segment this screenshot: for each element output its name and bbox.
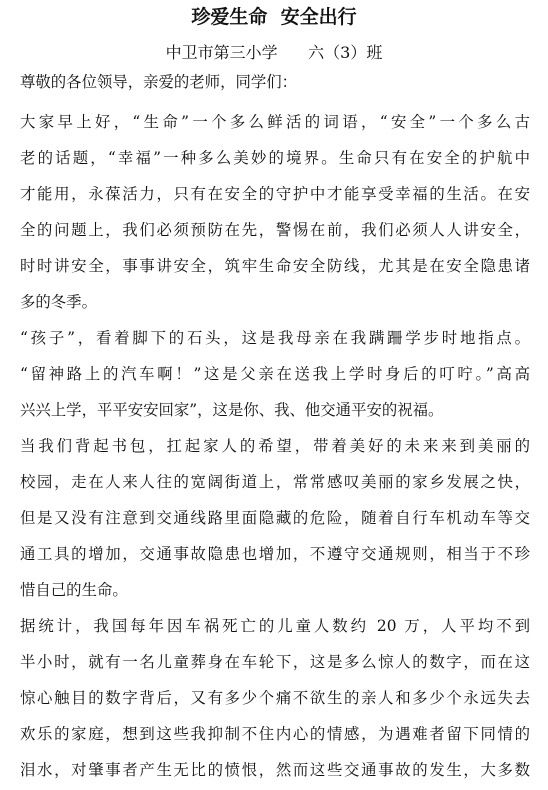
paragraph-line: 泪水，对肇事者产生无比的愤恨，然而这些交通事故的发生，大多数 bbox=[20, 761, 530, 779]
paragraph-line: 时时讲安全，事事讲安全，筑牢生命安全防线，尤其是在安全隐患诸 bbox=[20, 257, 530, 275]
paragraph-line: 欢乐的家庭，想到这些我抑制不住内心的情感，为遇难者留下同情的 bbox=[20, 725, 530, 743]
greeting-line: 尊敬的各位领导，亲爱的老师，同学们： bbox=[20, 73, 298, 91]
paragraph-line: 兴兴上学，平平安安回家”，这是你、我、他交通平安的祝福。 bbox=[20, 401, 444, 419]
paragraph-line: 全的问题上，我们必须预防在先，警惕在前，我们必须人人讲安全， bbox=[20, 221, 530, 239]
paragraph-line: 半小时，就有一名儿童葬身在车轮下，这是多么惊人的数字，而在这 bbox=[20, 653, 530, 671]
document-subtitle: 中卫市第三小学 六（3）班 bbox=[165, 43, 383, 62]
paragraph-line: 但是又没有注意到交通线路里面隐藏的危险，随着自行车机动车等交 bbox=[20, 509, 530, 527]
paragraph-line: 老的话题，“幸福”一种多么美妙的境界。生命只有在安全的护航中 bbox=[20, 149, 530, 167]
paragraph-line: 校园，走在人来人往的宽阔街道上，常常感叹美丽的家乡发展之快， bbox=[20, 473, 530, 491]
paragraph-line: 惜自己的生命。 bbox=[20, 581, 128, 599]
paragraph-line: “留神路上的汽车啊！”这是父亲在送我上学时身后的叮咛。”高高 bbox=[20, 365, 530, 383]
paragraph-line: “孩子”，看着脚下的石头，这是我母亲在我蹒跚学步时地指点。 bbox=[20, 329, 530, 347]
paragraph-line: 才能用，永葆活力，只有在安全的守护中才能享受幸福的生活。在安 bbox=[20, 185, 530, 203]
paragraph-line: 惊心触目的数字背后，又有多少个痛不欲生的亲人和多少个永远失去 bbox=[20, 689, 530, 707]
paragraph-line: 大家早上好，“生命”一个多么鲜活的词语，“安全”一个多么古 bbox=[20, 113, 530, 131]
document-title: 珍爱生命 安全出行 bbox=[191, 6, 357, 28]
paragraph-line: 据统计，我国每年因车祸死亡的儿童人数约 20 万，人平均不到 bbox=[20, 617, 530, 635]
paragraph-line: 通工具的增加，交通事故隐患也增加，不遵守交通规则，相当于不珍 bbox=[20, 545, 530, 563]
paragraph-line: 多的冬季。 bbox=[20, 293, 97, 311]
paragraph-line: 当我们背起书包，扛起家人的希望，带着美好的未来来到美丽的 bbox=[20, 437, 530, 455]
